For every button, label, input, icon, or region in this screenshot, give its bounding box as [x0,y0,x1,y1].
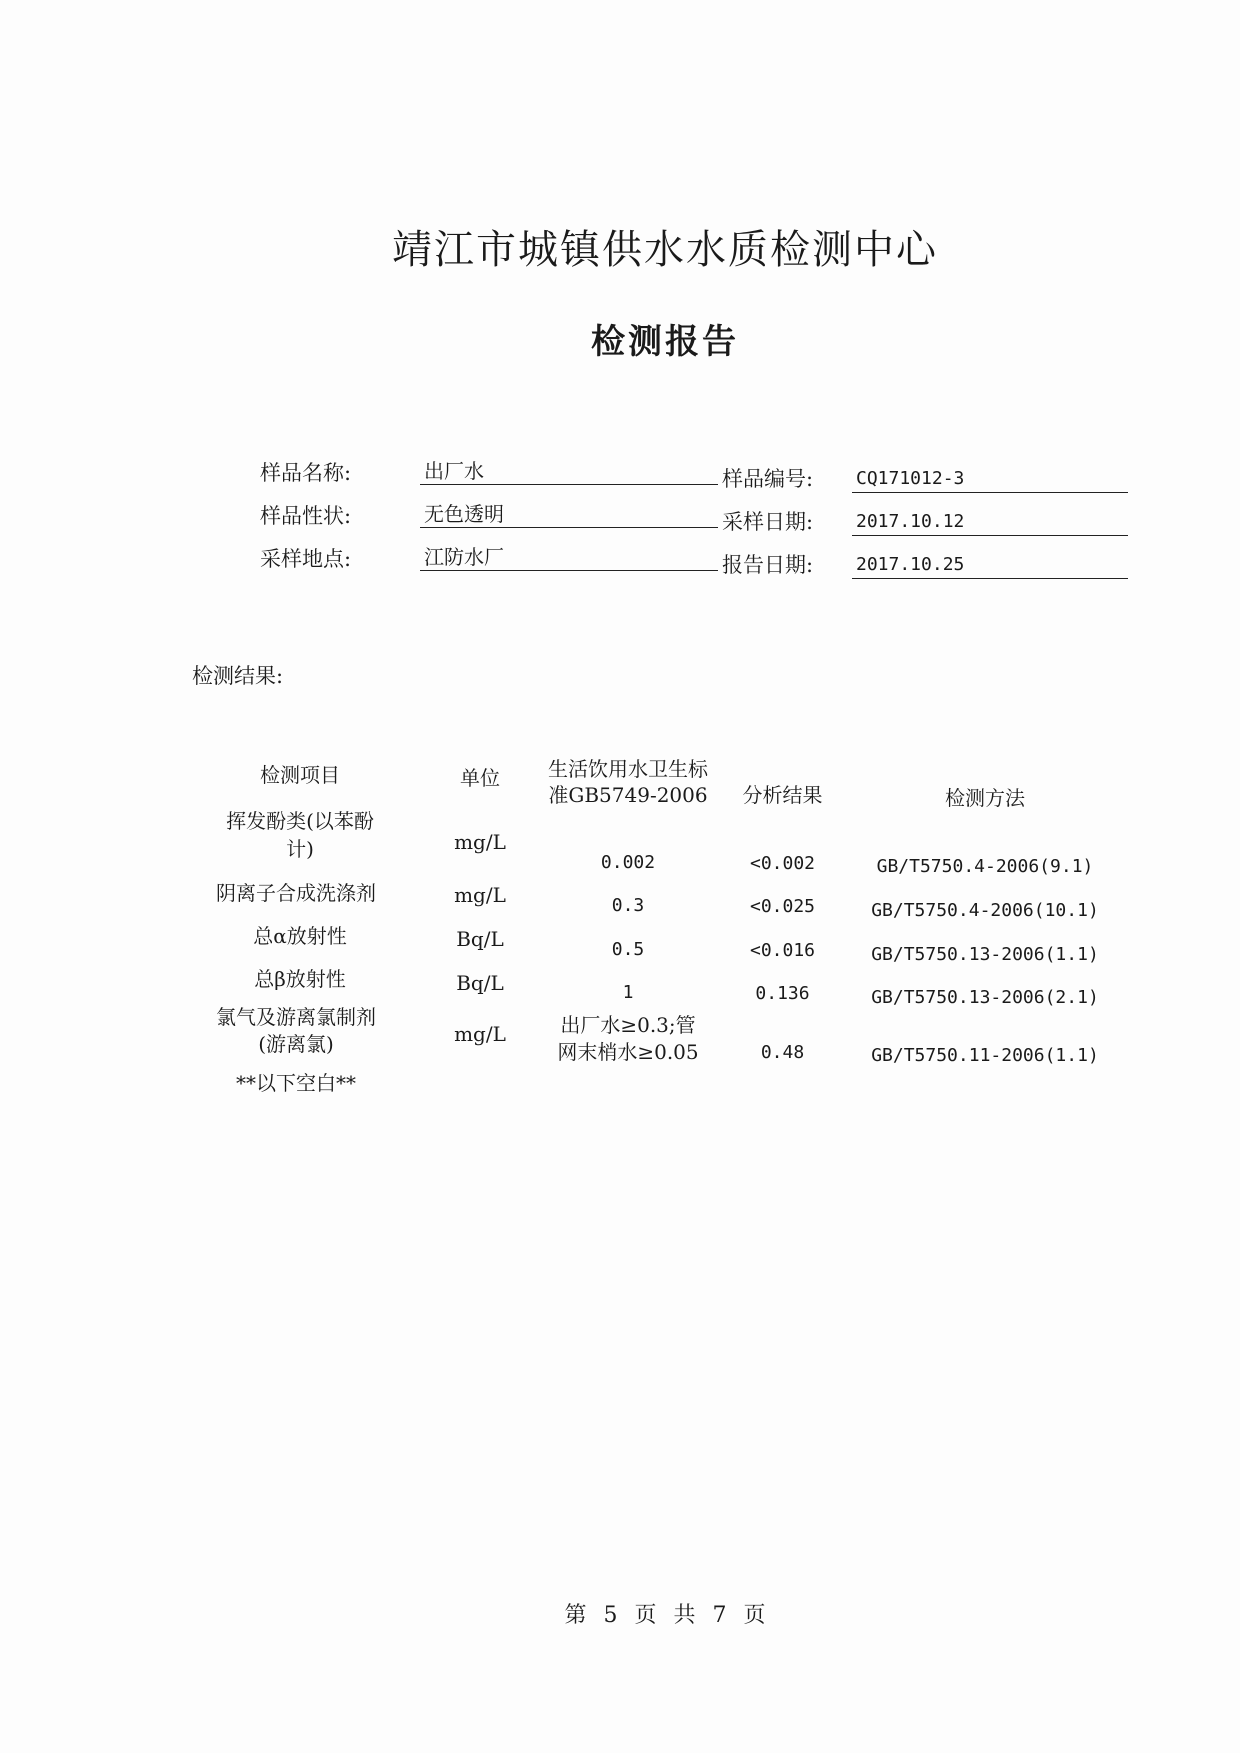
report-date-value: 2017.10.25 [852,552,1128,579]
end-note: **以下空白** [236,1071,356,1095]
header-standard-line2: 准GB5749-2006 [548,783,708,807]
standard-limit-cont: 网末梢水≥0.05 [557,1040,699,1064]
analysis-result: <0.002 [749,853,816,874]
report-date-label: 报告日期: [722,553,814,577]
results-label: 检测结果: [192,664,284,688]
sample-no-value: CQ171012-3 [852,466,1128,493]
standard-limit: 1 [622,982,634,1003]
sampling-date-value: 2017.10.12 [852,509,1128,536]
unit: mg/L [454,883,506,907]
organization-title: 靖江市城镇供水水质检测中心 [392,227,938,273]
unit: Bq/L [456,971,504,995]
header-unit: 单位 [460,766,500,790]
analysis-result: <0.016 [749,940,816,961]
standard-limit: 0.3 [611,895,645,916]
item-name: 挥发酚类(以苯酚 [226,809,374,833]
standard-limit: 出厂水≥0.3;管 [560,1013,696,1037]
page-number: 第 5 页 共 7 页 [564,1603,766,1628]
header-result: 分析结果 [742,783,823,807]
item-name-cont: (游离氯) [258,1032,334,1056]
report-title: 检测报告 [591,322,739,362]
test-method: GB/T5750.4-2006(9.1) [876,856,1094,877]
test-method: GB/T5750.4-2006(10.1) [871,900,1099,921]
sample-state-label: 样品性状: [260,504,352,528]
unit: mg/L [454,1022,506,1046]
standard-limit: 0.002 [600,852,656,873]
item-name: 总β放射性 [254,967,346,991]
sample-name-value: 出厂水 [420,458,718,485]
sample-state-value: 无色透明 [420,501,718,528]
standard-limit: 0.5 [611,939,645,960]
sampling-date-label: 采样日期: [722,510,814,534]
item-name: 阴离子合成洗涤剂 [216,881,376,905]
sampling-site-label: 采样地点: [260,547,352,571]
header-item: 检测项目 [260,763,340,787]
analysis-result: 0.136 [755,983,810,1004]
sample-name-label: 样品名称: [260,461,352,485]
test-method: GB/T5750.13-2006(2.1) [871,987,1099,1008]
item-name-cont: 计) [286,837,314,861]
analysis-result: 0.48 [760,1042,805,1063]
header-method: 检测方法 [945,786,1025,810]
test-method: GB/T5750.13-2006(1.1) [871,944,1099,965]
test-method: GB/T5750.11-2006(1.1) [871,1045,1099,1066]
sampling-site-value: 江防水厂 [420,544,718,571]
header-standard-line1: 生活饮用水卫生标 [548,757,708,781]
analysis-result: <0.025 [749,896,816,917]
item-name: 氯气及游离氯制剂 [216,1005,376,1029]
unit: mg/L [454,830,506,854]
sample-no-label: 样品编号: [722,467,814,491]
unit: Bq/L [456,927,504,951]
item-name: 总α放射性 [253,924,347,948]
